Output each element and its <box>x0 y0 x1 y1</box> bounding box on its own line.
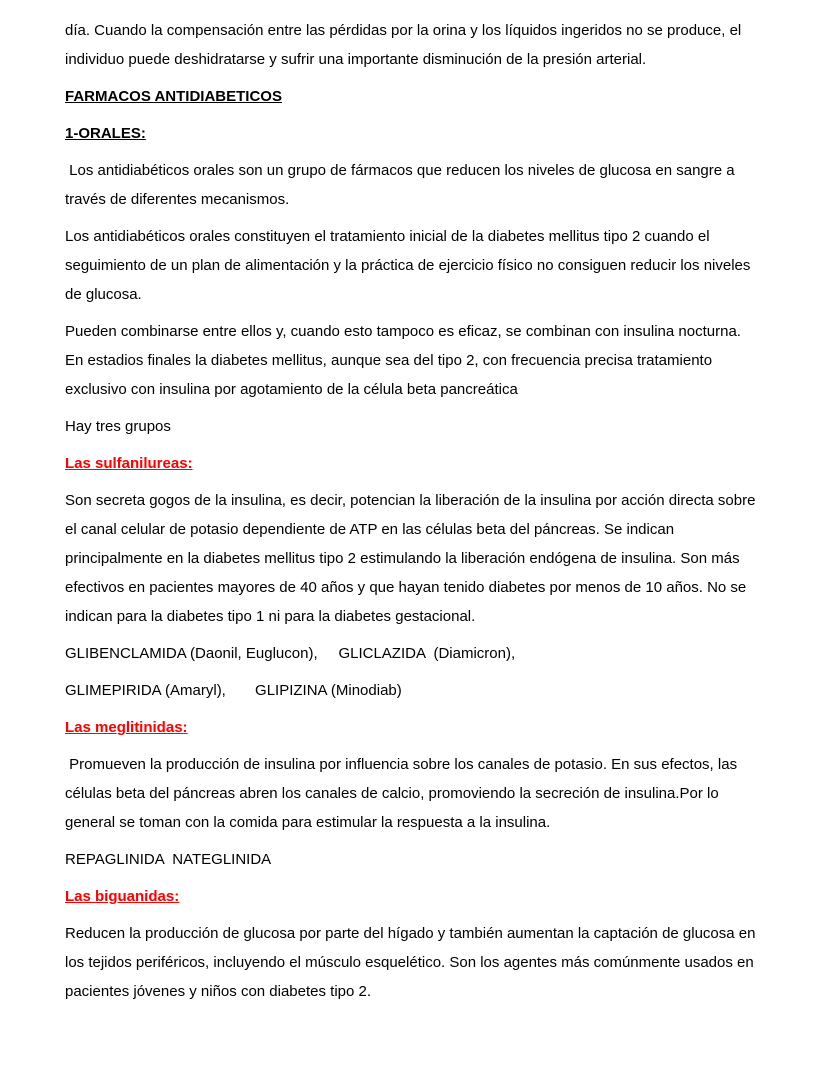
paragraph-orales-combination: Pueden combinarse entre ellos y, cuando esto tampoco es eficaz, se combinan con insulina nocturna. En estadios finales la diabetes mellitus, aunque sea del tipo 2, con frecuencia precisa tratamiento exclusivo con insulina por agotamiento de la célula beta pancreática <box>65 323 746 398</box>
paragraph-sulfanilureas-drugs-line1: GLIBENCLAMIDA (Daonil, Euglucon), GLICLAZIDA (Diamicron), <box>65 645 516 662</box>
paragraph-biguanidas-description: Reducen la producción de glucosa por parte del hígado y también aumentan la captación de glucosa en los tejidos periféricos, incluyendo el músculo esquelético. Son los agentes más comúnmente usados en pacientes jóvenes y niños con diabetes tipo 2. <box>65 925 760 1000</box>
subsection-heading-biguanidas: Las biguanidas: <box>65 888 180 905</box>
paragraph-hay-tres-grupos: Hay tres grupos <box>65 418 171 435</box>
paragraph-meglitinidas-drugs: REPAGLINIDA NATEGLINIDA <box>65 851 272 868</box>
subsection-heading-sulfanilureas: Las sulfanilureas: <box>65 455 193 472</box>
subsection-heading-meglitinidas: Las meglitinidas: <box>65 719 188 736</box>
section-heading-farmacos-antidiabeticos: FARMACOS ANTIDIABETICOS <box>65 88 282 105</box>
paragraph-orales-treatment: Los antidiabéticos orales constituyen el tratamiento inicial de la diabetes mellitus tipo 2 cuando el seguimiento de un plan de alimentación y la práctica de ejercicio físico no consiguen reducir los niveles de glucosa. <box>65 228 755 303</box>
paragraph-orales-definition: Los antidiabéticos orales son un grupo de fármacos que reducen los niveles de glucosa en sangre a través de diferentes mecanismos. <box>65 162 739 208</box>
paragraph-intro-continuation: día. Cuando la compensación entre las pérdidas por la orina y los líquidos ingeridos no se produce, el individuo puede deshidratarse y sufrir una importante disminución de la presión arterial. <box>65 22 746 68</box>
section-heading-orales: 1-ORALES: <box>65 125 146 142</box>
paragraph-sulfanilureas-drugs-line2: GLIMEPIRIDA (Amaryl), GLIPIZINA (Minodiab) <box>65 682 402 699</box>
paragraph-meglitinidas-description: Promueven la producción de insulina por influencia sobre los canales de potasio. En sus efectos, las células beta del páncreas abren los canales de calcio, promoviendo la secreción de insulina.Por lo general se toman con la comida para estimular la respuesta a la insulina. <box>65 756 742 831</box>
paragraph-sulfanilureas-description: Son secreta gogos de la insulina, es decir, potencian la liberación de la insulina por acción directa sobre el canal celular de potasio dependiente de ATP en las células beta del páncreas. Se indican principalmente en la diabetes mellitus tipo 2 estimulando la liberación endógena de insulina. Son más efectivos en pacientes mayores de 40 años y que hayan tenido diabetes por menos de 10 años. No se indican para la diabetes tipo 1 ni para la diabetes gestacional. <box>65 492 760 625</box>
